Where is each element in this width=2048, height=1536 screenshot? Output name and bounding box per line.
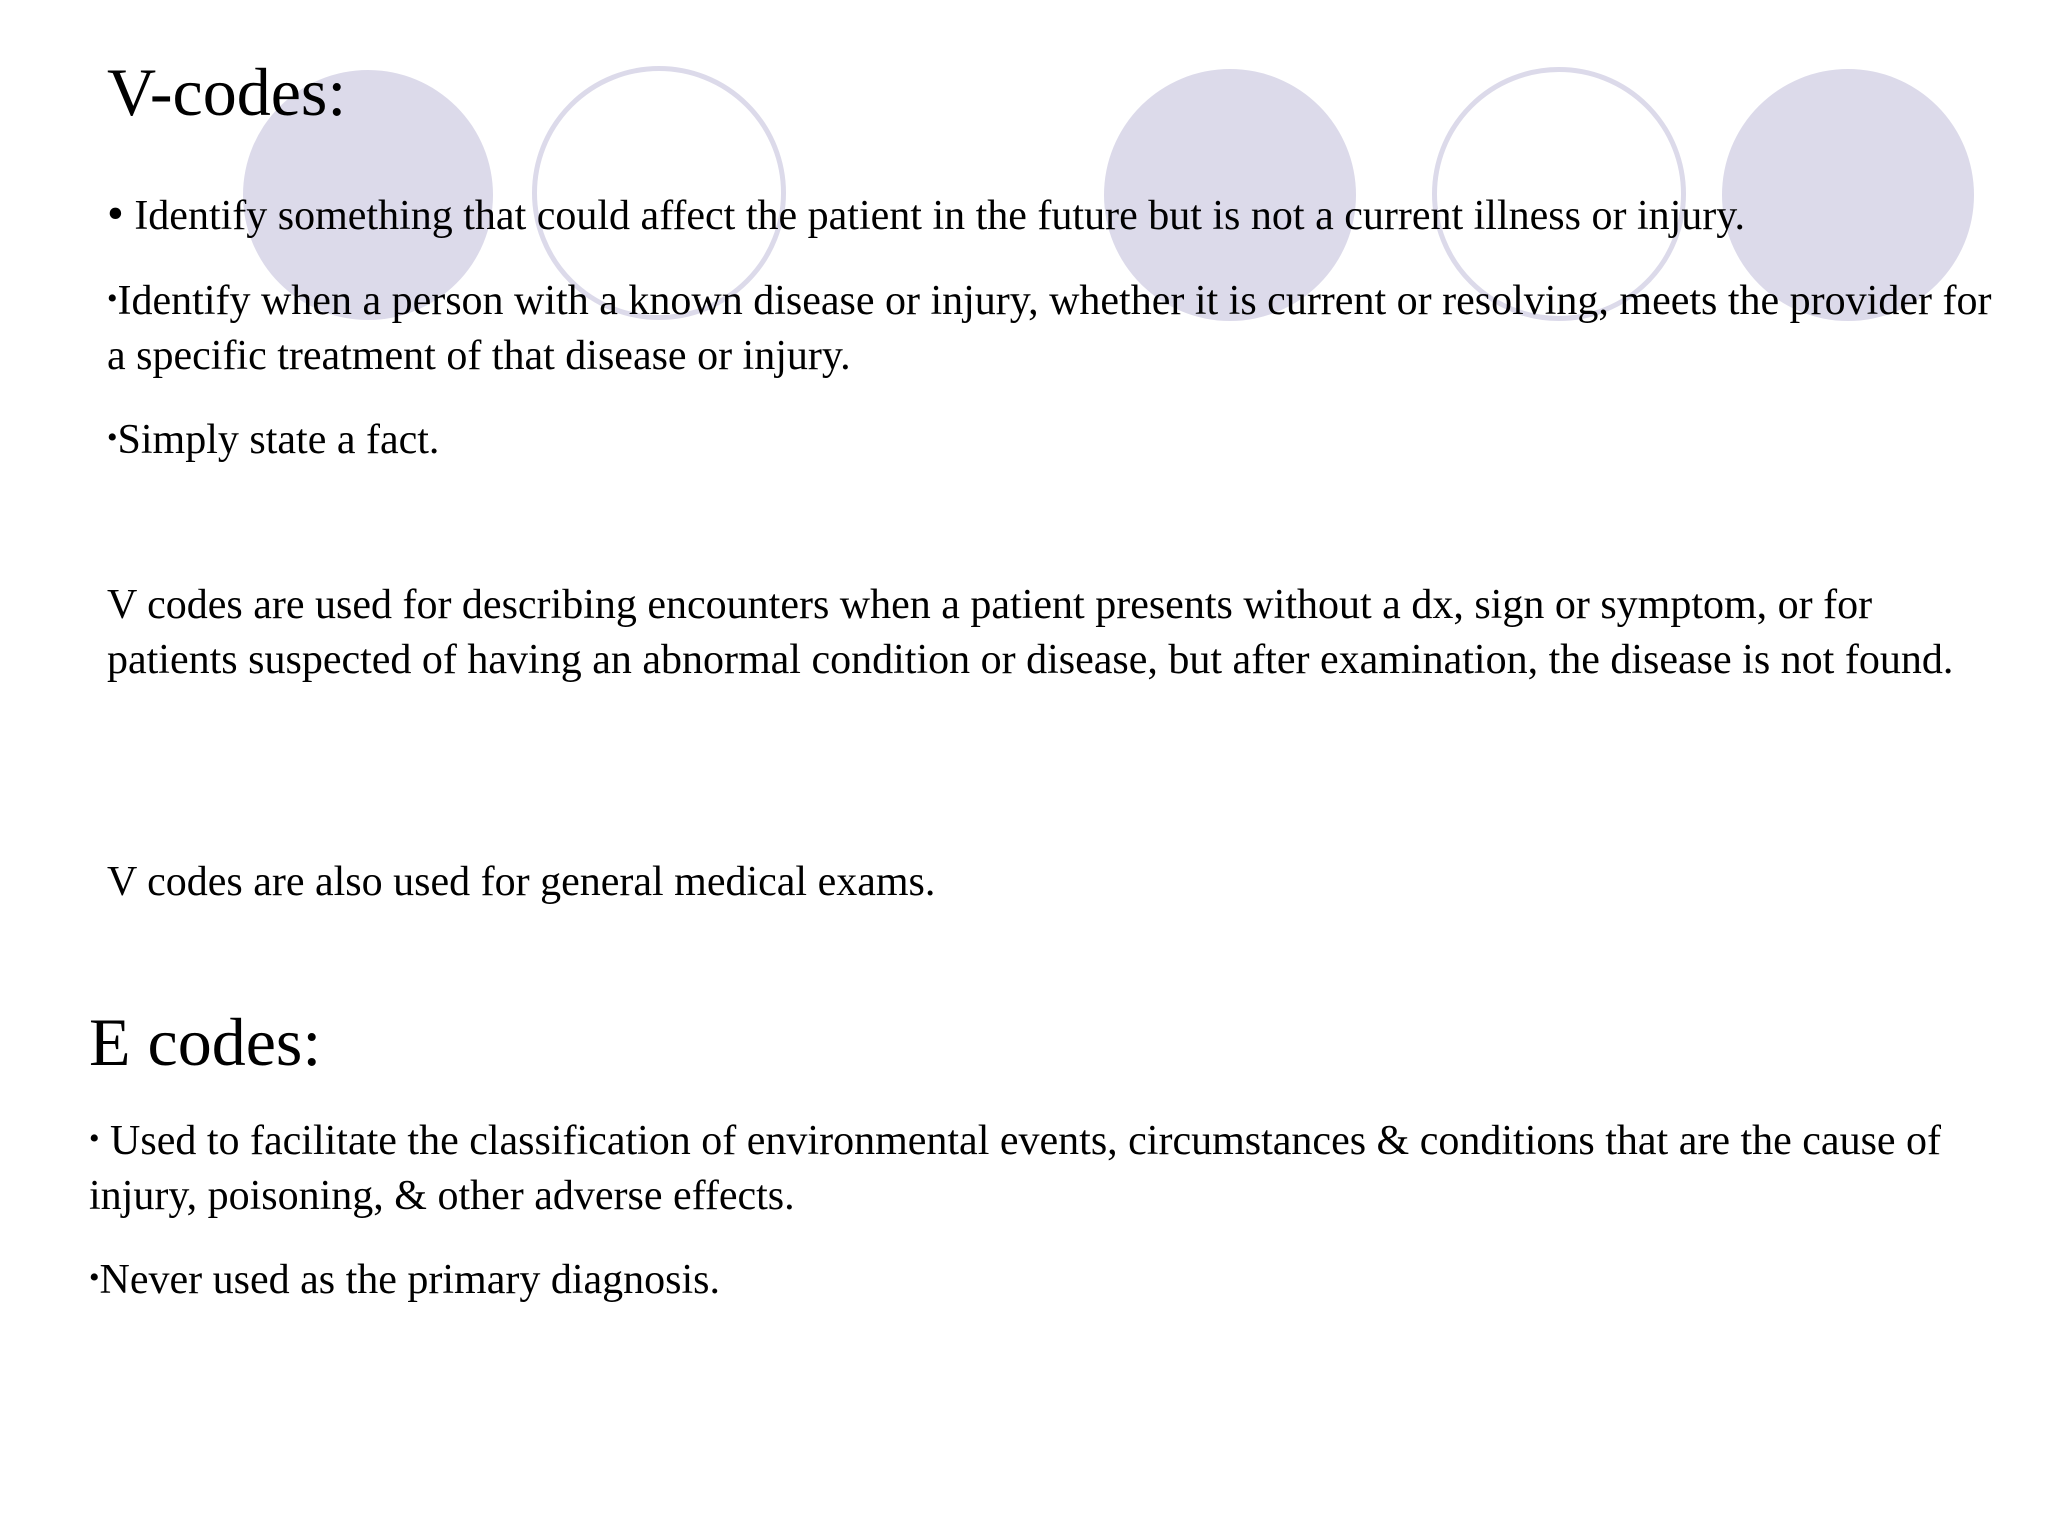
bullet-marker: • (89, 1122, 100, 1155)
v-codes-paragraph-2: V codes are also used for general medical exams. (107, 859, 936, 905)
v-codes-bullet-1 (107, 186, 2007, 244)
v-codes-bullet-3 (107, 410, 2007, 468)
v-codes-heading: V-codes: (107, 54, 347, 130)
v-codes-paragraph-1: V codes are used for describing encounters when a patient presents without a dx, sign or symptom, or for patients suspected of having an abnormal condition or disease, but after examination, the disease is not found. (107, 582, 1954, 683)
v-codes-bullet-2 (107, 271, 2007, 384)
bullet-marker: • (107, 282, 118, 315)
e-codes-heading: E codes: (89, 1004, 322, 1080)
bullet-text: Used to facilitate the classification of environmental events, circumstances & conditions that are the cause of injury, poisoning, & other adverse effects. (89, 1118, 1942, 1219)
bullet-text: Identify when a person with a known disease or injury, whether it is current or resolving, meets the provider for a specific treatment of that disease or injury. (107, 278, 1992, 379)
bullet-text: Simply state a fact. (117, 417, 440, 463)
bullet-text: Never used as the primary diagnosis. (99, 1257, 721, 1303)
e-codes-bullet-2 (89, 1250, 1989, 1308)
bullet-text: Identify something that could affect the patient in the future but is not a current illness or injury. (123, 193, 1746, 239)
bullet-marker: • (107, 187, 124, 240)
e-codes-bullet-1 (89, 1111, 1989, 1224)
bullet-marker: • (89, 1261, 100, 1294)
bullet-marker: • (107, 421, 118, 454)
